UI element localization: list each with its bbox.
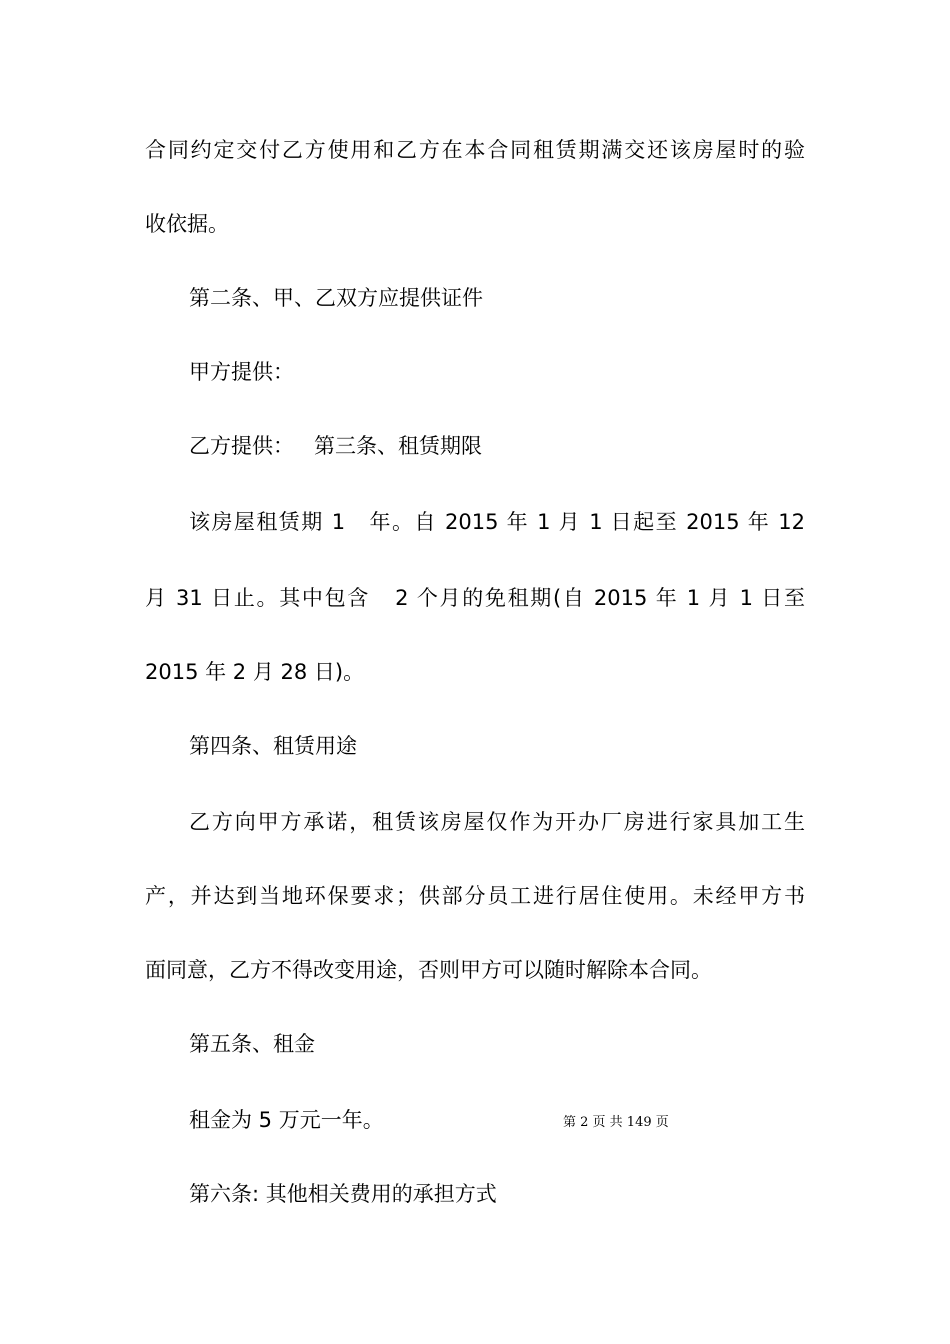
text-line-party-b: 乙方提供： 第三条、租赁期限 — [189, 434, 483, 458]
text-line-term-1: 该房屋租赁期 1 年。自 2015 年 1 月 1 日起至 2015 年 12 — [189, 510, 805, 534]
text-line-term-3: 2015 年 2 月 28 日)。 — [145, 660, 365, 684]
text-line-use-3: 面同意，乙方不得改变用途，否则甲方可以随时解除本合同。 — [145, 958, 712, 982]
section-heading-5: 第五条、租金 — [189, 1032, 315, 1056]
text-line-party-a: 甲方提供： — [189, 360, 294, 384]
text-line-use-2: 产，并达到当地环保要求；供部分员工进行居住使用。未经甲方书 — [145, 884, 805, 908]
section-heading-6: 第六条: 其他相关费用的承担方式 — [189, 1182, 497, 1206]
text-line-2: 收依据。 — [145, 212, 229, 236]
section-heading-2: 第二条、甲、乙双方应提供证件 — [189, 286, 483, 310]
page-number-footer: 第 2 页 共 149 页 — [563, 1115, 669, 1130]
text-line-rent: 租金为 5 万元一年。 — [189, 1108, 384, 1132]
text-line-term-2: 月 31 日止。其中包含 2 个月的免租期(自 2015 年 1 月 1 日至 — [145, 586, 805, 610]
text-line-use-1: 乙方向甲方承诺，租赁该房屋仅作为开办厂房进行家具加工生 — [189, 810, 805, 834]
section-heading-4: 第四条、租赁用途 — [189, 734, 357, 758]
text-line-1: 合同约定交付乙方使用和乙方在本合同租赁期满交还该房屋时的验 — [145, 138, 805, 162]
